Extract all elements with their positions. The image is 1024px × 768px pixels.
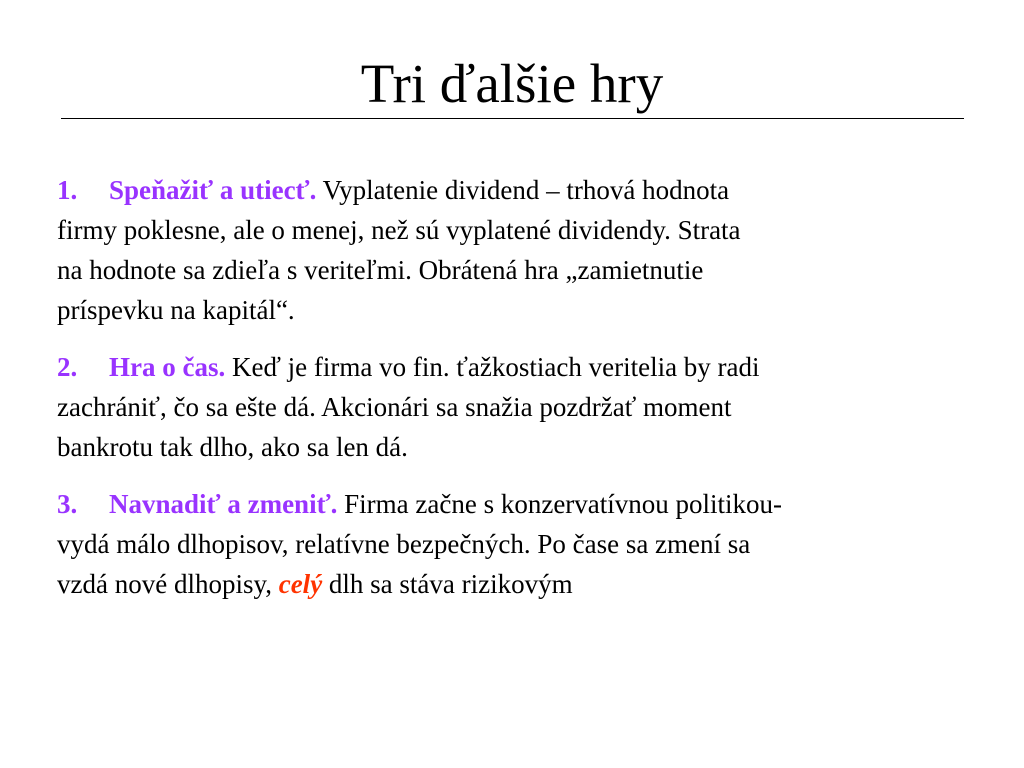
item-2-line-3: bankrotu tak dlho, ako sa len dá. [57, 432, 408, 462]
item-3-text-start: Firma začne s konzervatívnou politikou- [337, 489, 783, 519]
item-3-number: 3. [57, 489, 78, 519]
list-item-1 [57, 170, 972, 330]
item-1-line-1 [57, 170, 972, 210]
item-1-heading: Speňažiť a utiecť. [109, 175, 317, 205]
item-3-line-2: vydá málo dlhopisov, relatívne bezpečných. Po čase sa zmení sa [57, 529, 751, 559]
item-3-last-suffix: dlh sa stáva rizikovým [322, 569, 573, 599]
item-1-line-3: na hodnote sa zdieľa s veriteľmi. Obrátená hra „zamietnutie [57, 255, 704, 285]
list-item-3 [57, 484, 972, 604]
item-3-heading: Navnadiť a zmeniť. [109, 489, 338, 519]
item-1-line-4: príspevku na kapitál“. [57, 295, 295, 325]
item-3-last-prefix: vzdá nové dlhopisy, [57, 569, 279, 599]
item-3-emphasis: celý [278, 569, 323, 599]
list-item-2 [57, 347, 972, 467]
title-divider [61, 118, 964, 119]
item-2-heading: Hra o čas. [109, 352, 226, 382]
item-3-line-1 [57, 484, 972, 524]
item-1-line-2: firmy poklesne, ale o menej, než sú vyplatené dividendy. Strata [57, 215, 741, 245]
item-1-number: 1. [57, 175, 78, 205]
item-2-line-2: zachrániť, čo sa ešte dá. Akcionári sa snažia pozdržať moment [57, 392, 732, 422]
item-1-text-start: Vyplatenie dividend – trhová hodnota [316, 175, 730, 205]
item-2-line-1 [57, 347, 972, 387]
item-2-text-start: Keď je firma vo fin. ťažkostiach veritelia by radi [225, 352, 760, 382]
slide-title: Tri ďalšie hry [360, 53, 664, 114]
item-2-number: 2. [57, 352, 78, 382]
bullet-list [57, 170, 972, 621]
item-3-line-3 [57, 564, 972, 604]
